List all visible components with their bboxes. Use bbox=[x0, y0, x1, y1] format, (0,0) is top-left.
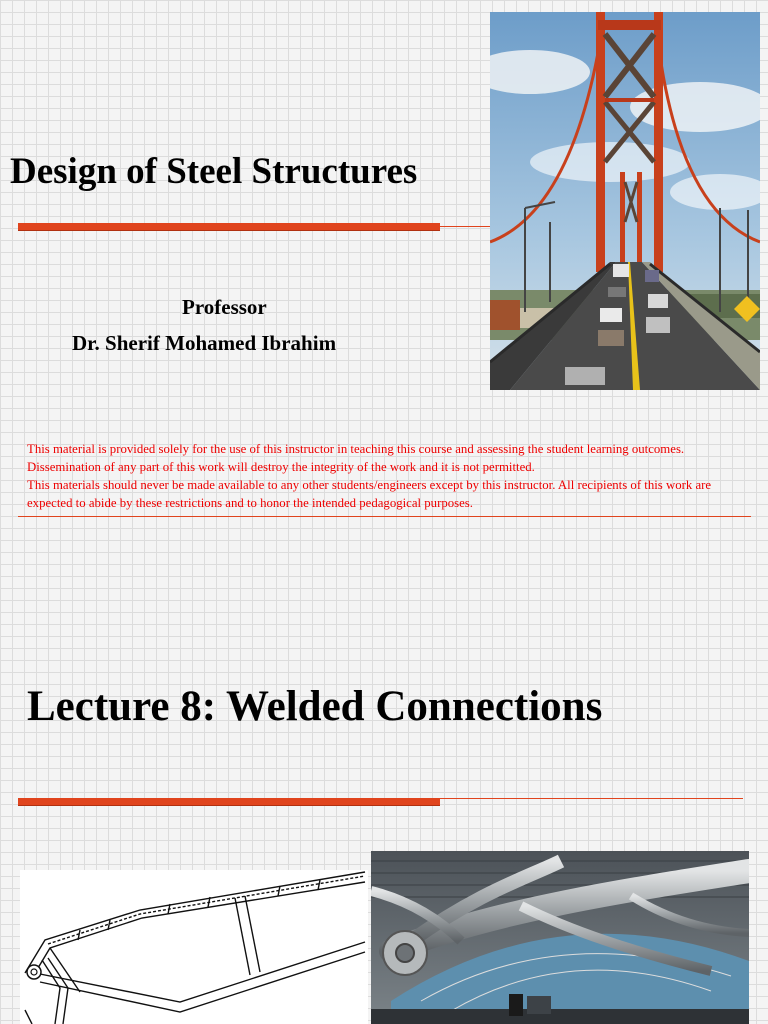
steel-structure-photo bbox=[371, 851, 749, 1024]
notice-paragraph-1: This material is provided solely for the use of this instructor in teaching this course and assessing the student learning outcomes. Dissemination of any part of this work will destroy the integrity of the work and it is not permitted. bbox=[27, 442, 685, 474]
lecture-title: Lecture 8: Welded Connections bbox=[27, 683, 603, 730]
notice-divider bbox=[18, 516, 751, 517]
notice-paragraph-2: This materials should never be made available to any other students/engineers except by this instructor. All recipients of this work are expected to abide by these restrictions and to honor the intended pedagogical purposes. bbox=[27, 478, 712, 510]
bridge-photo bbox=[490, 12, 760, 390]
usage-notice bbox=[27, 440, 747, 512]
lecture-slide bbox=[0, 590, 768, 1024]
truss-drawing bbox=[20, 870, 368, 1024]
course-title: Design of Steel Structures bbox=[10, 151, 418, 192]
title-underline-line bbox=[440, 226, 490, 227]
professor-label: Professor bbox=[182, 295, 267, 319]
professor-name: Dr. Sherif Mohamed Ibrahim bbox=[72, 331, 337, 355]
title-underline-bar bbox=[18, 223, 440, 230]
lecture-underline-line bbox=[440, 798, 743, 799]
lecture-underline-bar bbox=[18, 798, 440, 805]
